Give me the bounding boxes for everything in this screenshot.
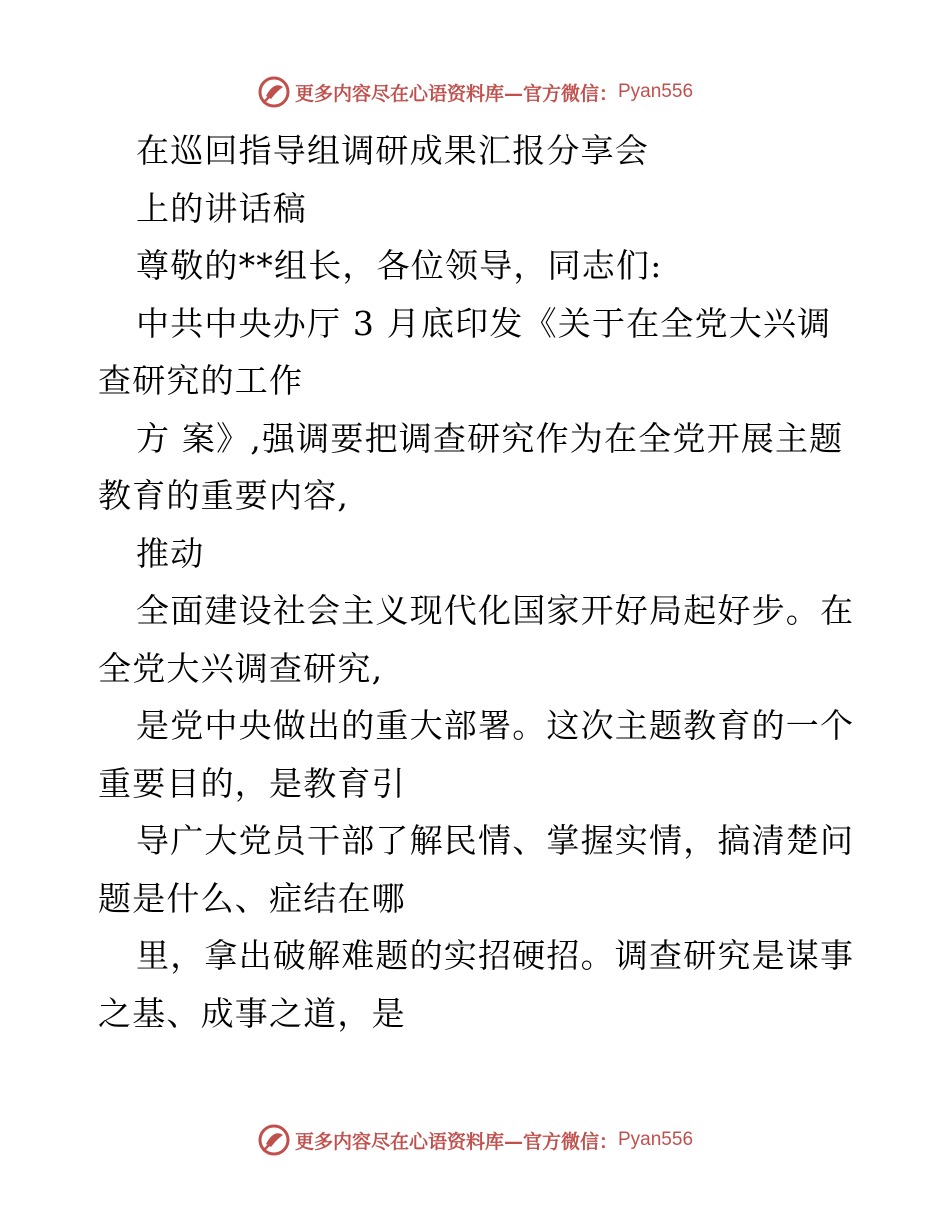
body-line: 查研究的工作 (98, 361, 304, 400)
watermark-text: 更多内容尽在心语资料库—官方微信： (294, 82, 618, 105)
footer-watermark (0, 1120, 950, 1160)
title-line-1: 在巡回指导组调研成果汇报分享会 (136, 131, 649, 170)
body-line: 全面建设社会主义现代化国家开好局起好步。在 (136, 591, 855, 630)
body-line: 全党大兴调查研究, (98, 648, 384, 688)
body-line: 是党中央做出的重大部署。这次主题教育的一个 (136, 706, 855, 745)
body-line: 里，拿出破解难题的实招硬招。调查研究是谋事 (136, 936, 855, 975)
salutation: 尊敬的**组长，各位领导，同志们: (136, 246, 663, 285)
body-line: 重要目的，是教育引 (98, 763, 406, 803)
header-watermark (0, 72, 950, 112)
body-line: 方 案》,强调要把调查研究作为在全党开展主题 (136, 418, 844, 458)
watermark-wechat-id: Pyan556 (618, 81, 694, 102)
body-line: 教育的重要内容, (98, 476, 350, 515)
watermark-text: 更多内容尽在心语资料库—官方微信： (294, 1130, 618, 1153)
body-line: 中共中央办厅 3 月底印发《关于在全党大兴调 (136, 303, 832, 343)
watermark-wechat-id: Pyan556 (618, 1129, 694, 1150)
body-line: 题是什么、症结在哪 (98, 878, 406, 918)
watermark-logo-icon (257, 1123, 291, 1157)
document-body (98, 122, 858, 1042)
body-line: 推动 (136, 533, 205, 573)
body-line: 之基、成事之道，是 (98, 993, 406, 1033)
body-line: 导广大党员干部了解民情、掌握实情，搞清楚问 (136, 821, 855, 860)
watermark-logo-icon (257, 75, 291, 109)
title-line-2: 上的讲话稿 (136, 188, 307, 228)
